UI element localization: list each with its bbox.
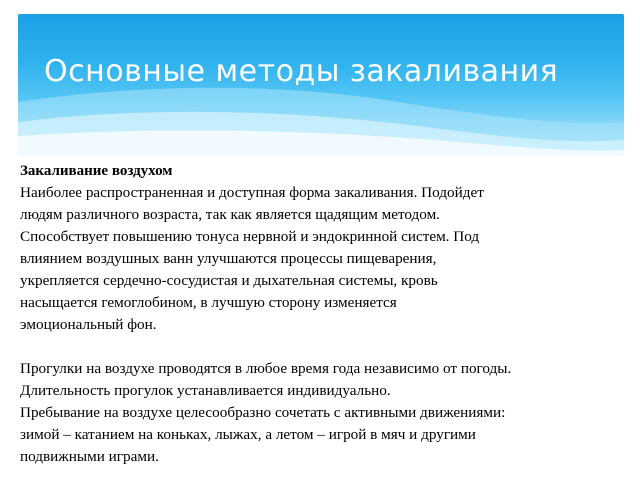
section-heading: Закаливание воздухом: [20, 163, 173, 179]
body-line: эмоциональный фон.: [20, 316, 157, 333]
body-line: укрепляется сердечно-сосудистая и дыхательная системы, кровь: [20, 272, 438, 289]
body-line: Способствует повышению тонуса нервной и эндокринной систем. Под: [20, 228, 480, 245]
body-line: влиянием воздушных ванн улучшаются процессы пищеварения,: [20, 250, 437, 267]
body-line: насыщается гемоглобином, в лучшую сторону изменяется: [20, 294, 397, 311]
body-line: людям различного возраста, так как является щадящим методом.: [20, 206, 440, 223]
body-line: Прогулки на воздухе проводятся в любое время года независимо от погоды.: [20, 360, 512, 377]
body-line: подвижными играми.: [20, 448, 159, 465]
body-line: Длительность прогулок устанавливается индивидуально.: [20, 382, 391, 399]
content-block: [20, 160, 620, 468]
body-line: Наиболее распространенная и доступная форма закаливания. Подойдет: [20, 184, 484, 201]
paragraph-gap: [20, 336, 620, 358]
body-line: зимой – катанием на коньках, лыжах, а летом – игрой в мяч и другими: [20, 426, 476, 443]
slide-title: Основные методы закаливания: [44, 54, 559, 89]
title-banner: [18, 14, 624, 156]
body-line: Пребывание на воздухе целесообразно сочетать с активными движениями:: [20, 404, 506, 421]
